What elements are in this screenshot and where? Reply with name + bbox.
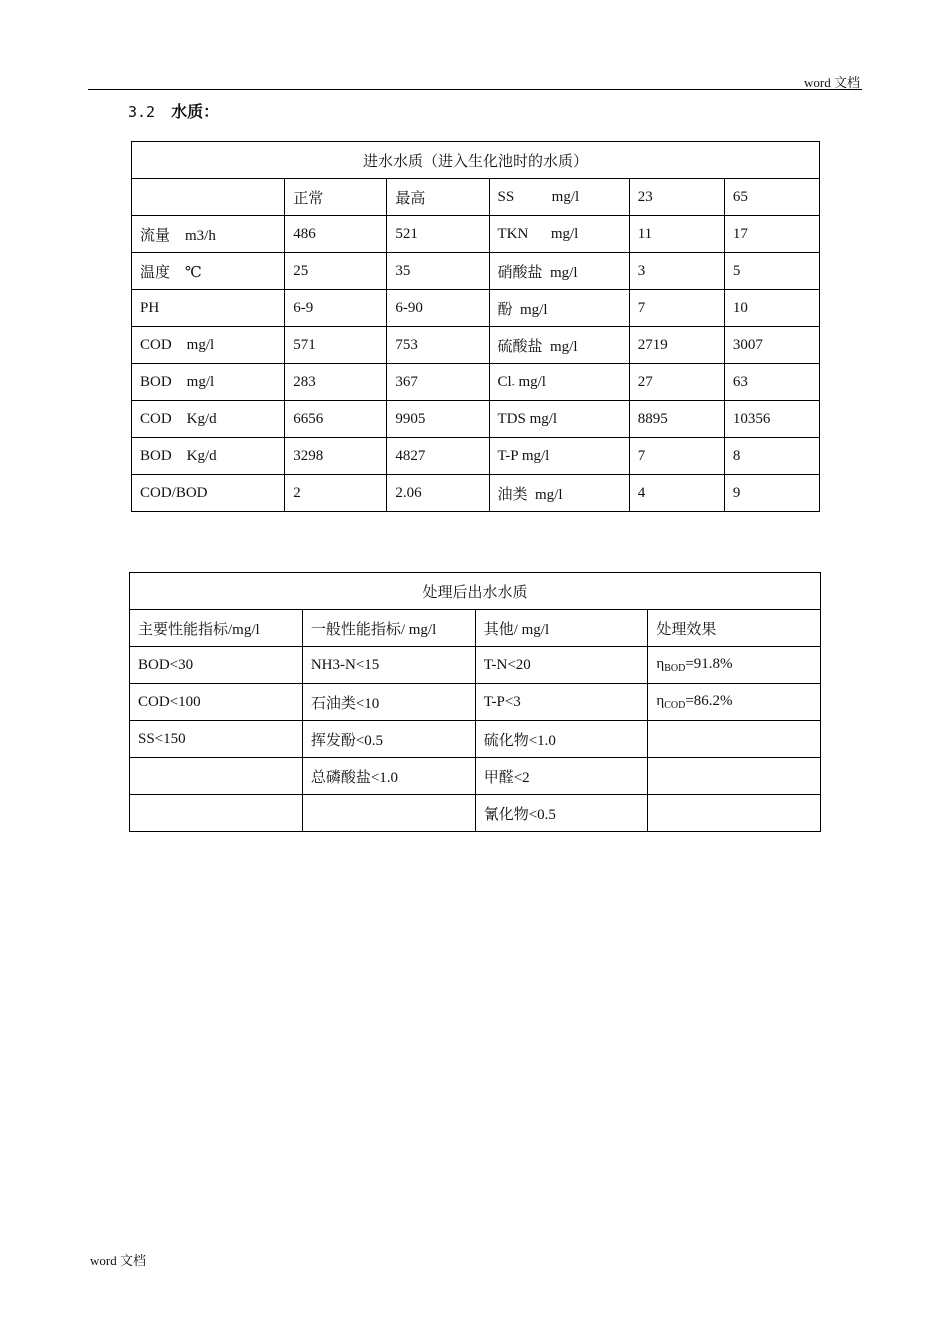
table-cell: 7: [629, 290, 724, 327]
table-cell: SS mg/l: [489, 179, 629, 216]
table-cell: [132, 179, 285, 216]
table-cell: 11: [629, 216, 724, 253]
table-cell: BOD mg/l: [132, 364, 285, 401]
table-cell: 一般性能指标/ mg/l: [302, 610, 475, 647]
table-row: [132, 327, 820, 364]
table-cell: 8: [724, 438, 819, 475]
table-cell: $\eta_{COD}=86.2\%$: [648, 684, 821, 721]
table-cell: 2.06: [387, 475, 489, 512]
table-cell: SS<150: [130, 721, 303, 758]
table-cell: 10356: [724, 401, 819, 438]
table-cell: 5: [724, 253, 819, 290]
page-footer-label: word 文档: [90, 1253, 146, 1268]
table-cell: 最高: [387, 179, 489, 216]
table-cell: 硝酸盐 mg/l: [489, 253, 629, 290]
table-row: [132, 401, 820, 438]
table-row: [130, 684, 821, 721]
table-cell: 总磷酸盐<1.0: [302, 758, 475, 795]
table-cell: 流量 m3/h: [132, 216, 285, 253]
table-cell: 25: [285, 253, 387, 290]
table-cell: 65: [724, 179, 819, 216]
table-cell: 3: [629, 253, 724, 290]
table-cell: 硫化物<1.0: [475, 721, 648, 758]
table-row: [130, 610, 821, 647]
table-cell: 硫酸盐 mg/l: [489, 327, 629, 364]
table-cell: 温度 ℃: [132, 253, 285, 290]
table-cell: PH: [132, 290, 285, 327]
table-cell: 处理效果: [648, 610, 821, 647]
table-cell: NH3-N<15: [302, 647, 475, 684]
header-rule: [88, 89, 862, 90]
section-heading: [128, 99, 219, 122]
table-cell: TDS mg/l: [489, 401, 629, 438]
table-cell: 其他/ mg/l: [475, 610, 648, 647]
table-cell: 9905: [387, 401, 489, 438]
table-cell: BOD Kg/d: [132, 438, 285, 475]
table-cell: COD<100: [130, 684, 303, 721]
table-row: [132, 475, 820, 512]
table-row: [132, 364, 820, 401]
table-cell: 753: [387, 327, 489, 364]
table-row: [132, 216, 820, 253]
table-cell: 正常: [285, 179, 387, 216]
section-number: 3.2: [128, 103, 156, 121]
table-cell: 主要性能指标/mg/l: [130, 610, 303, 647]
table-caption: 处理后出水水质: [130, 573, 821, 610]
table-cell: 4: [629, 475, 724, 512]
table-row: [130, 647, 821, 684]
page-header-label: word 文档: [804, 75, 860, 90]
table-cell: 4827: [387, 438, 489, 475]
table-cell: 挥发酚<0.5: [302, 721, 475, 758]
table-cell: [648, 795, 821, 832]
table-cell: 6656: [285, 401, 387, 438]
table-cell: [130, 795, 303, 832]
table-cell: 571: [285, 327, 387, 364]
table-cell: 23: [629, 179, 724, 216]
effluent-quality-table: [129, 572, 821, 832]
table-cell: 367: [387, 364, 489, 401]
section-title: 水质：: [171, 102, 220, 121]
table-cell: 35: [387, 253, 489, 290]
table-cell: COD Kg/d: [132, 401, 285, 438]
table-cell: 2719: [629, 327, 724, 364]
table-cell: 2: [285, 475, 387, 512]
table-cell: T-N<20: [475, 647, 648, 684]
table-cell: [302, 795, 475, 832]
table-cell: [130, 758, 303, 795]
table-cell: $\eta_{BOD}=91.8\%$: [648, 647, 821, 684]
table-cell: COD/BOD: [132, 475, 285, 512]
table-cell: 6-90: [387, 290, 489, 327]
influent-quality-table: [131, 141, 820, 512]
table-cell: TKN mg/l: [489, 216, 629, 253]
table-cell: 63: [724, 364, 819, 401]
table-cell: 7: [629, 438, 724, 475]
table-cell: 3298: [285, 438, 387, 475]
table-cell: 17: [724, 216, 819, 253]
table-cell: 10: [724, 290, 819, 327]
table-caption: 进水水质（进入生化池时的水质）: [132, 142, 820, 179]
table-cell: 酚 mg/l: [489, 290, 629, 327]
table-cell: 甲醛<2: [475, 758, 648, 795]
table-row: [130, 758, 821, 795]
table-cell: Cl- mg/l: [489, 364, 629, 401]
table-cell: 521: [387, 216, 489, 253]
table-cell: T-P mg/l: [489, 438, 629, 475]
table-cell: 27: [629, 364, 724, 401]
table-cell: BOD<30: [130, 647, 303, 684]
table-row: [132, 438, 820, 475]
table-cell: [648, 758, 821, 795]
table-row: [132, 253, 820, 290]
table-row: [130, 721, 821, 758]
table-row: [132, 179, 820, 216]
table-cell: 氰化物<0.5: [475, 795, 648, 832]
table-cell: 8895: [629, 401, 724, 438]
table-row: [130, 795, 821, 832]
table-cell: 油类 mg/l: [489, 475, 629, 512]
table-cell: 6-9: [285, 290, 387, 327]
table-cell: 283: [285, 364, 387, 401]
table-cell: T-P<3: [475, 684, 648, 721]
table-cell: 3007: [724, 327, 819, 364]
table-cell: COD mg/l: [132, 327, 285, 364]
table-cell: 石油类<10: [302, 684, 475, 721]
table-cell: [648, 721, 821, 758]
table-cell: 9: [724, 475, 819, 512]
table-row: [132, 290, 820, 327]
table-cell: 486: [285, 216, 387, 253]
